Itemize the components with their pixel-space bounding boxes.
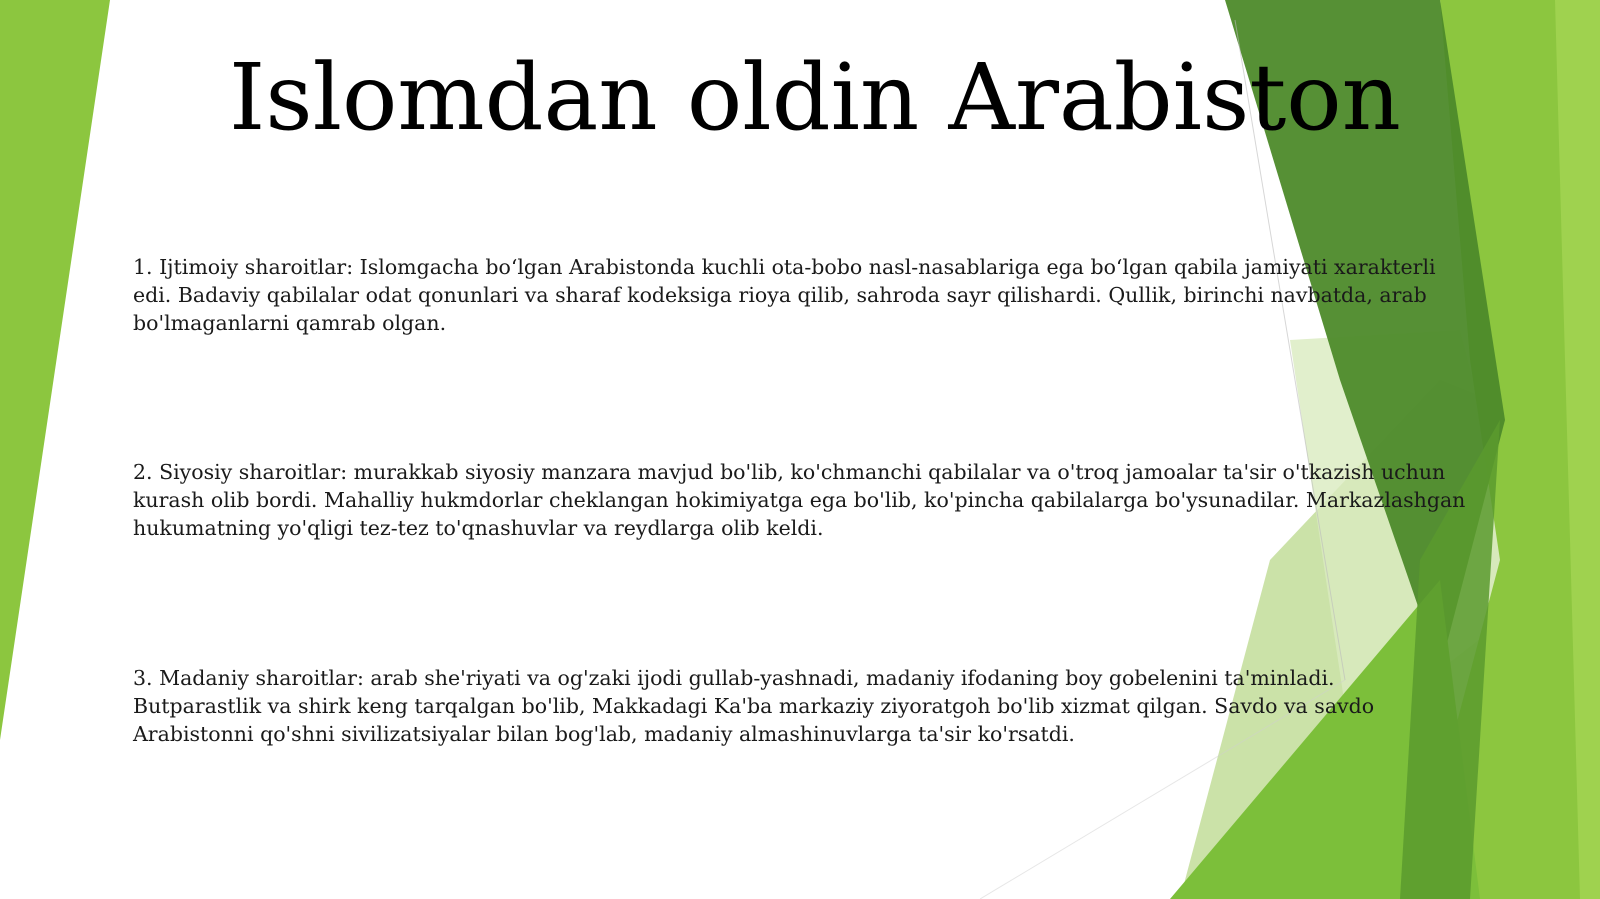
paragraph-political-conditions: 2. Siyosiy sharoitlar: murakkab siyosiy manzara mavjud bo'lib, ko'chmanchi qabilalar va o'troq jamoalar ta'sir o'tkazish uchun kurash olib bordi. Mahalliy hukmdorlar cheklangan hokimiyatga ega bo'lib, ko'pincha qabilalarga bo'ysunadilar. Markazlashgan hukumatning yo'qligi tez-tez to'qnashuvlar va reydlarga olib keldi. [133,460,1466,540]
paragraph-cultural-conditions: 3. Madaniy sharoitlar: arab she'riyati va og'zaki ijodi gullab-yashnadi, madaniy ifodaning boy gobelenini ta'minladi. Butparastlik va shirk keng tarqalgan bo'lib, Makkadagi Ka'ba markaziy ziyoratgoh bo'lib xizmat qilgan. Savdo va savdo Arabistonni qo'shni sivilizatsiyalar bilan bog'lab, madaniy almashinuvlarga ta'sir ko'rsatdi. [133,666,1375,746]
paragraph-social-conditions: 1. Ijtimoiy sharoitlar: Islomgacha boʻlgan Arabistonda kuchli ota-bobo nasl-nasablariga ega boʻlgan qabila jamiyati xarakterli edi. Badaviy qabilalar odat qonunlari va sharaf kodeksiga rioya qilib, sahroda sayr qilishardi. Qullik, birinchi navbatda, arab bo'lmaganlarni qamrab olgan. [133,255,1436,335]
slide-title: Islomdan oldin Arabiston [229,44,1401,151]
